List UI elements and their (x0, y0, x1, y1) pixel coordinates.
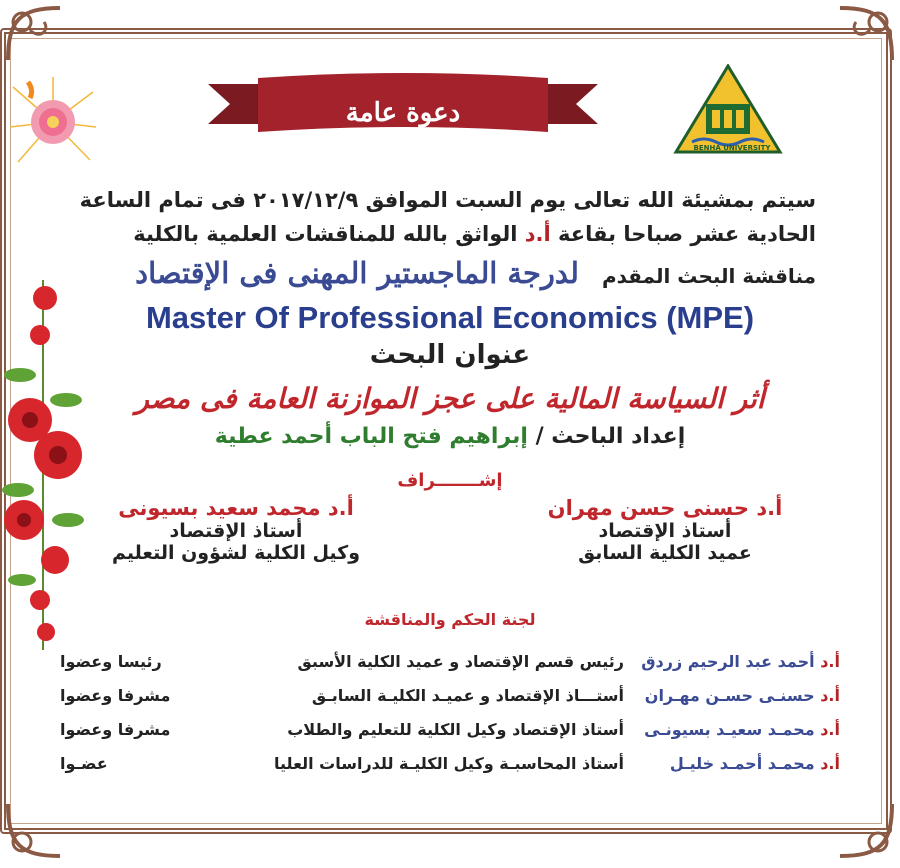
ribbon-title: دعوة عامة (345, 98, 461, 128)
member-prefix: أ.د (820, 686, 840, 705)
research-title: أثر السياسة المالية على عجز الموازنة العامة فى مصر (135, 382, 765, 415)
member-role: عضـوا (60, 754, 108, 773)
university-logo (672, 64, 784, 158)
supervisor-2-name: أ.د محمد سعيد بسيونى (118, 496, 354, 520)
researcher-label: إعداد الباحث / (535, 424, 686, 449)
table-row (60, 754, 840, 788)
member-prefix: أ.د (820, 754, 840, 773)
member-name (644, 686, 840, 705)
logo-caption: BENHA UNIVERSITY (693, 144, 771, 152)
corner-ornament-top-left (0, 0, 70, 70)
degree-english: Master Of Professional Economics (MPE) (145, 300, 755, 335)
supervisor-1-role: عميد الكلية السابق (578, 542, 752, 564)
corner-ornament-bottom-right (830, 794, 900, 864)
member-prefix: أ.د (820, 720, 840, 739)
member-position: أستـــاذ الإقتصاد و عميـد الكليـة السابـق (311, 686, 624, 705)
flower-decoration-icon (8, 72, 98, 172)
member-name-text: أحمد عبد الرحيم زردق (641, 652, 815, 671)
table-row (60, 686, 840, 720)
research-heading: عنوان البحث (369, 340, 531, 370)
table-row (60, 720, 840, 754)
corner-ornament-bottom-left (0, 794, 70, 864)
line2-end: الواثق بالله للمناقشات العلمية بالكلية (133, 222, 518, 246)
member-position: رئيس قسم الإقتصاد و عميد الكلية الأسبق (297, 652, 624, 671)
corner-ornament-top-right (830, 0, 900, 70)
member-name-text: محمـد أحمـد خليـل (669, 754, 815, 773)
supervision-heading: إشـــــــراف (397, 470, 503, 491)
invitation-line-3 (135, 256, 816, 290)
researcher-line (0, 424, 900, 449)
member-position: أستاذ الإقتصاد وكيل الكلية للتعليم والطلاب (287, 720, 624, 739)
member-position: أستاذ المحاسبـة وكيل الكليـة للدراسات العليا (274, 754, 624, 773)
member-name (650, 754, 840, 773)
committee-table (60, 652, 840, 788)
supervisor-2-title: أستاذ الإقتصاد (169, 520, 303, 542)
member-role: رئيسا وعضوا (60, 652, 162, 671)
researcher-name: إبراهيم فتح الباب أحمد عطية (214, 424, 528, 449)
member-name-text: حسنـى حسـن مهـران (644, 686, 815, 705)
supervisor-1-name: أ.د حسنى حسن مهران (547, 496, 783, 520)
table-row (60, 652, 840, 686)
supervisor-2 (96, 496, 376, 564)
supervisor-1 (540, 496, 790, 564)
member-name (644, 720, 840, 739)
member-role: مشرفا وعضوا (60, 720, 171, 739)
member-name-text: محمـد سعيـد بسيونـى (644, 720, 815, 739)
supervisor-1-title: أستاذ الإقتصاد (598, 520, 732, 542)
committee-heading: لجنة الحكم والمناقشة (364, 610, 536, 629)
member-prefix: أ.د (820, 652, 840, 671)
invitation-line-1: سيتم بمشيئة الله تعالى يوم السبت الموافق ٢٠١٧/١٢/٩ فى تمام الساعة (79, 188, 816, 212)
invitation-line-2 (133, 222, 816, 246)
supervisor-2-role: وكيل الكلية لشؤون التعليم (111, 542, 361, 564)
line3-start: مناقشة البحث المقدم (601, 264, 816, 288)
member-name (641, 652, 840, 671)
line2-prefix: أ.د (524, 222, 551, 246)
degree-arabic: لدرجة الماجستير المهنى فى الإقتصاد (135, 256, 579, 290)
line2-start: الحادية عشر صباحا بقاعة (558, 222, 816, 246)
member-role: مشرفا وعضوا (60, 686, 171, 705)
